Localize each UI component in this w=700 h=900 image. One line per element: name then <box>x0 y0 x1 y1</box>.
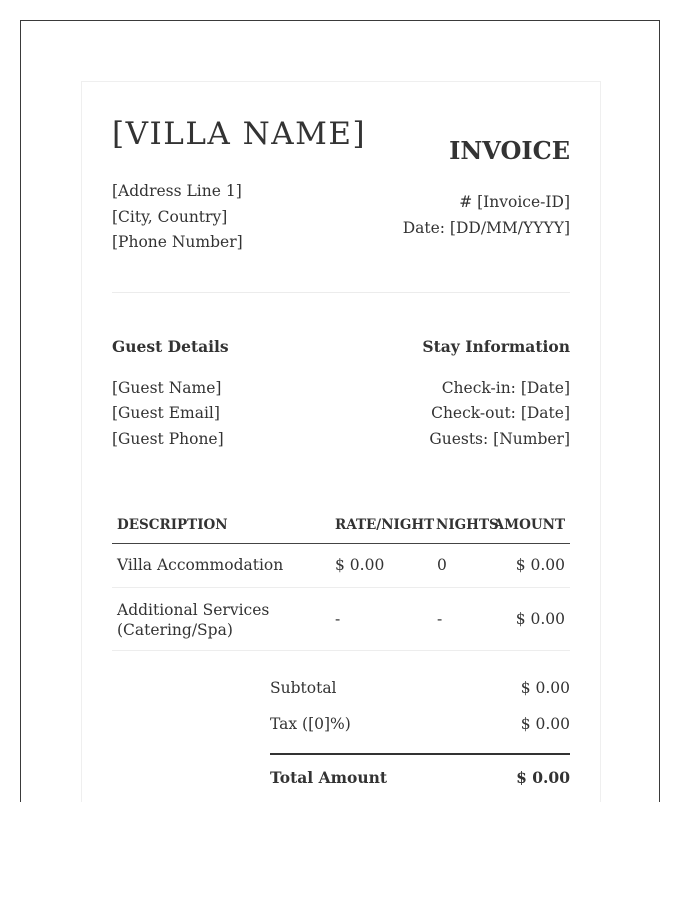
table-row-1-description: Villa Accommodation <box>117 556 284 574</box>
table-row-2-description: Additional Services (Catering/Spa) <box>117 601 270 639</box>
guest-phone: [Guest Phone] <box>112 430 224 448</box>
check-in: Check-in: [Date] <box>441 379 570 397</box>
check-out: Check-out: [Date] <box>431 404 570 422</box>
column-header-nights: NIGHTS <box>436 517 499 533</box>
column-header-description: DESCRIPTION <box>117 517 228 533</box>
subtotal-label: Subtotal <box>270 679 337 697</box>
row-divider <box>112 587 570 588</box>
column-header-amount: AMOUNT <box>493 517 565 533</box>
table-row-1-amount: $ 0.00 <box>515 556 565 574</box>
column-header-rate: RATE/NIGHT <box>335 517 435 533</box>
table-row-1-rate: $ 0.00 <box>335 556 385 574</box>
tax-value: $ 0.00 <box>520 715 570 733</box>
table-row-1-nights: 0 <box>437 556 447 574</box>
header-divider <box>112 292 570 293</box>
total-amount-value: $ 0.00 <box>516 768 570 787</box>
guest-email: [Guest Email] <box>112 404 220 422</box>
invoice-title: INVOICE <box>449 136 570 165</box>
guest-details-heading: Guest Details <box>112 337 229 356</box>
tax-label: Tax ([0]%) <box>270 715 351 733</box>
villa-name: [VILLA NAME] <box>112 116 367 152</box>
address-city-country: [City, Country] <box>112 208 228 226</box>
invoice-date: Date: [DD/MM/YYYY] <box>402 219 570 237</box>
table-row-2-amount: $ 0.00 <box>515 610 565 628</box>
address-line-1: [Address Line 1] <box>112 182 242 200</box>
table-row-2-nights: - <box>437 610 443 628</box>
subtotal-value: $ 0.00 <box>520 679 570 697</box>
total-amount-label: Total Amount <box>270 768 388 787</box>
total-rule <box>270 753 570 755</box>
stay-information-heading: Stay Information <box>422 337 570 356</box>
table-header-rule <box>112 543 570 544</box>
row-divider <box>112 650 570 651</box>
invoice-id: # [Invoice-ID] <box>459 193 570 211</box>
address-phone: [Phone Number] <box>112 233 243 251</box>
guest-count: Guests: [Number] <box>429 430 570 448</box>
table-row-2-rate: - <box>335 610 341 628</box>
guest-name: [Guest Name] <box>112 379 222 397</box>
